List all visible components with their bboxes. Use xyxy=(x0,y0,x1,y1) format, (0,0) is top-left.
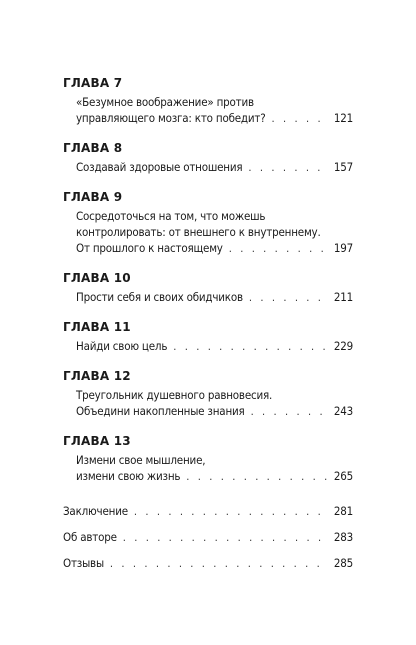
toc-chapter-7 xyxy=(63,76,353,127)
leader-dots xyxy=(229,241,328,257)
chapter-title: ГЛАВА 7 xyxy=(63,76,123,90)
entry-label: Отзывы xyxy=(63,556,104,570)
extra-entry xyxy=(63,503,353,520)
leader-dots xyxy=(173,339,328,355)
entry-last-line xyxy=(76,403,353,420)
page-number: 157 xyxy=(333,160,353,174)
entry-line: Сосредоточься на том, что можешь xyxy=(76,209,266,223)
entry-line: Создавай здоровые отношения xyxy=(76,160,243,174)
table-of-contents xyxy=(63,76,353,581)
entry-line: Измени свое мышление, xyxy=(76,453,206,467)
toc-chapter-12 xyxy=(63,369,353,420)
entry-line: От прошлого к настоящему xyxy=(76,241,223,255)
page-number: 281 xyxy=(333,504,353,518)
entry-line: контролировать: от внешнего к внутреннему. xyxy=(76,225,321,239)
entry-line: измени свою жизнь xyxy=(76,469,181,483)
leader-dots xyxy=(110,556,328,572)
entry-last-line xyxy=(76,468,353,485)
extra-entry xyxy=(63,555,353,572)
chapter-title: ГЛАВА 8 xyxy=(63,141,123,155)
chapter-entry xyxy=(63,94,353,127)
page-number: 285 xyxy=(333,556,353,570)
entry-line: Найди свою цель xyxy=(76,339,168,353)
toc-conclusion xyxy=(63,503,353,520)
toc-chapter-8 xyxy=(63,141,353,176)
entry-line: Прости себя и своих обидчиков xyxy=(76,290,243,304)
entry-last-line xyxy=(76,159,353,176)
entry-line: Объедини накопленные знания xyxy=(76,404,245,418)
entry-last-line xyxy=(76,110,353,127)
entry-last-line xyxy=(76,240,353,257)
leader-dots xyxy=(134,504,328,520)
leader-dots xyxy=(272,111,328,127)
entry-last-line xyxy=(63,555,353,572)
entry-label: Об авторе xyxy=(63,530,117,544)
chapter-title: ГЛАВА 12 xyxy=(63,369,131,383)
toc-chapter-13 xyxy=(63,434,353,485)
toc-reviews xyxy=(63,555,353,572)
toc-about-author xyxy=(63,529,353,546)
entry-line: «Безумное воображение» против xyxy=(76,95,254,109)
page-number: 229 xyxy=(333,339,353,353)
chapter-entry xyxy=(63,159,353,176)
entry-line: управляющего мозга: кто победит? xyxy=(76,111,266,125)
chapter-title: ГЛАВА 10 xyxy=(63,271,131,285)
page-number: 243 xyxy=(333,404,353,418)
toc-chapter-11 xyxy=(63,320,353,355)
entry-last-line xyxy=(76,338,353,355)
leader-dots xyxy=(186,469,328,485)
chapter-entry xyxy=(63,338,353,355)
chapter-title: ГЛАВА 9 xyxy=(63,190,123,204)
entry-line: Треугольник душевного равновесия. xyxy=(76,388,273,402)
leader-dots xyxy=(251,404,328,420)
leader-dots xyxy=(249,290,328,306)
page-number: 211 xyxy=(333,290,353,304)
page-number: 197 xyxy=(333,241,353,255)
page-number: 283 xyxy=(333,530,353,544)
entry-last-line xyxy=(76,289,353,306)
leader-dots xyxy=(248,160,327,176)
entry-last-line xyxy=(63,503,353,520)
chapter-title: ГЛАВА 11 xyxy=(63,320,131,334)
page-number: 121 xyxy=(333,111,353,125)
chapter-entry xyxy=(63,208,353,257)
leader-dots xyxy=(123,530,328,546)
chapter-entry xyxy=(63,289,353,306)
toc-chapter-10 xyxy=(63,271,353,306)
entry-label: Заключение xyxy=(63,504,128,518)
chapter-title: ГЛАВА 13 xyxy=(63,434,131,448)
toc-chapter-9 xyxy=(63,190,353,257)
entry-last-line xyxy=(63,529,353,546)
chapter-entry xyxy=(63,452,353,485)
extra-entry xyxy=(63,529,353,546)
chapter-entry xyxy=(63,387,353,420)
page-number: 265 xyxy=(333,469,353,483)
